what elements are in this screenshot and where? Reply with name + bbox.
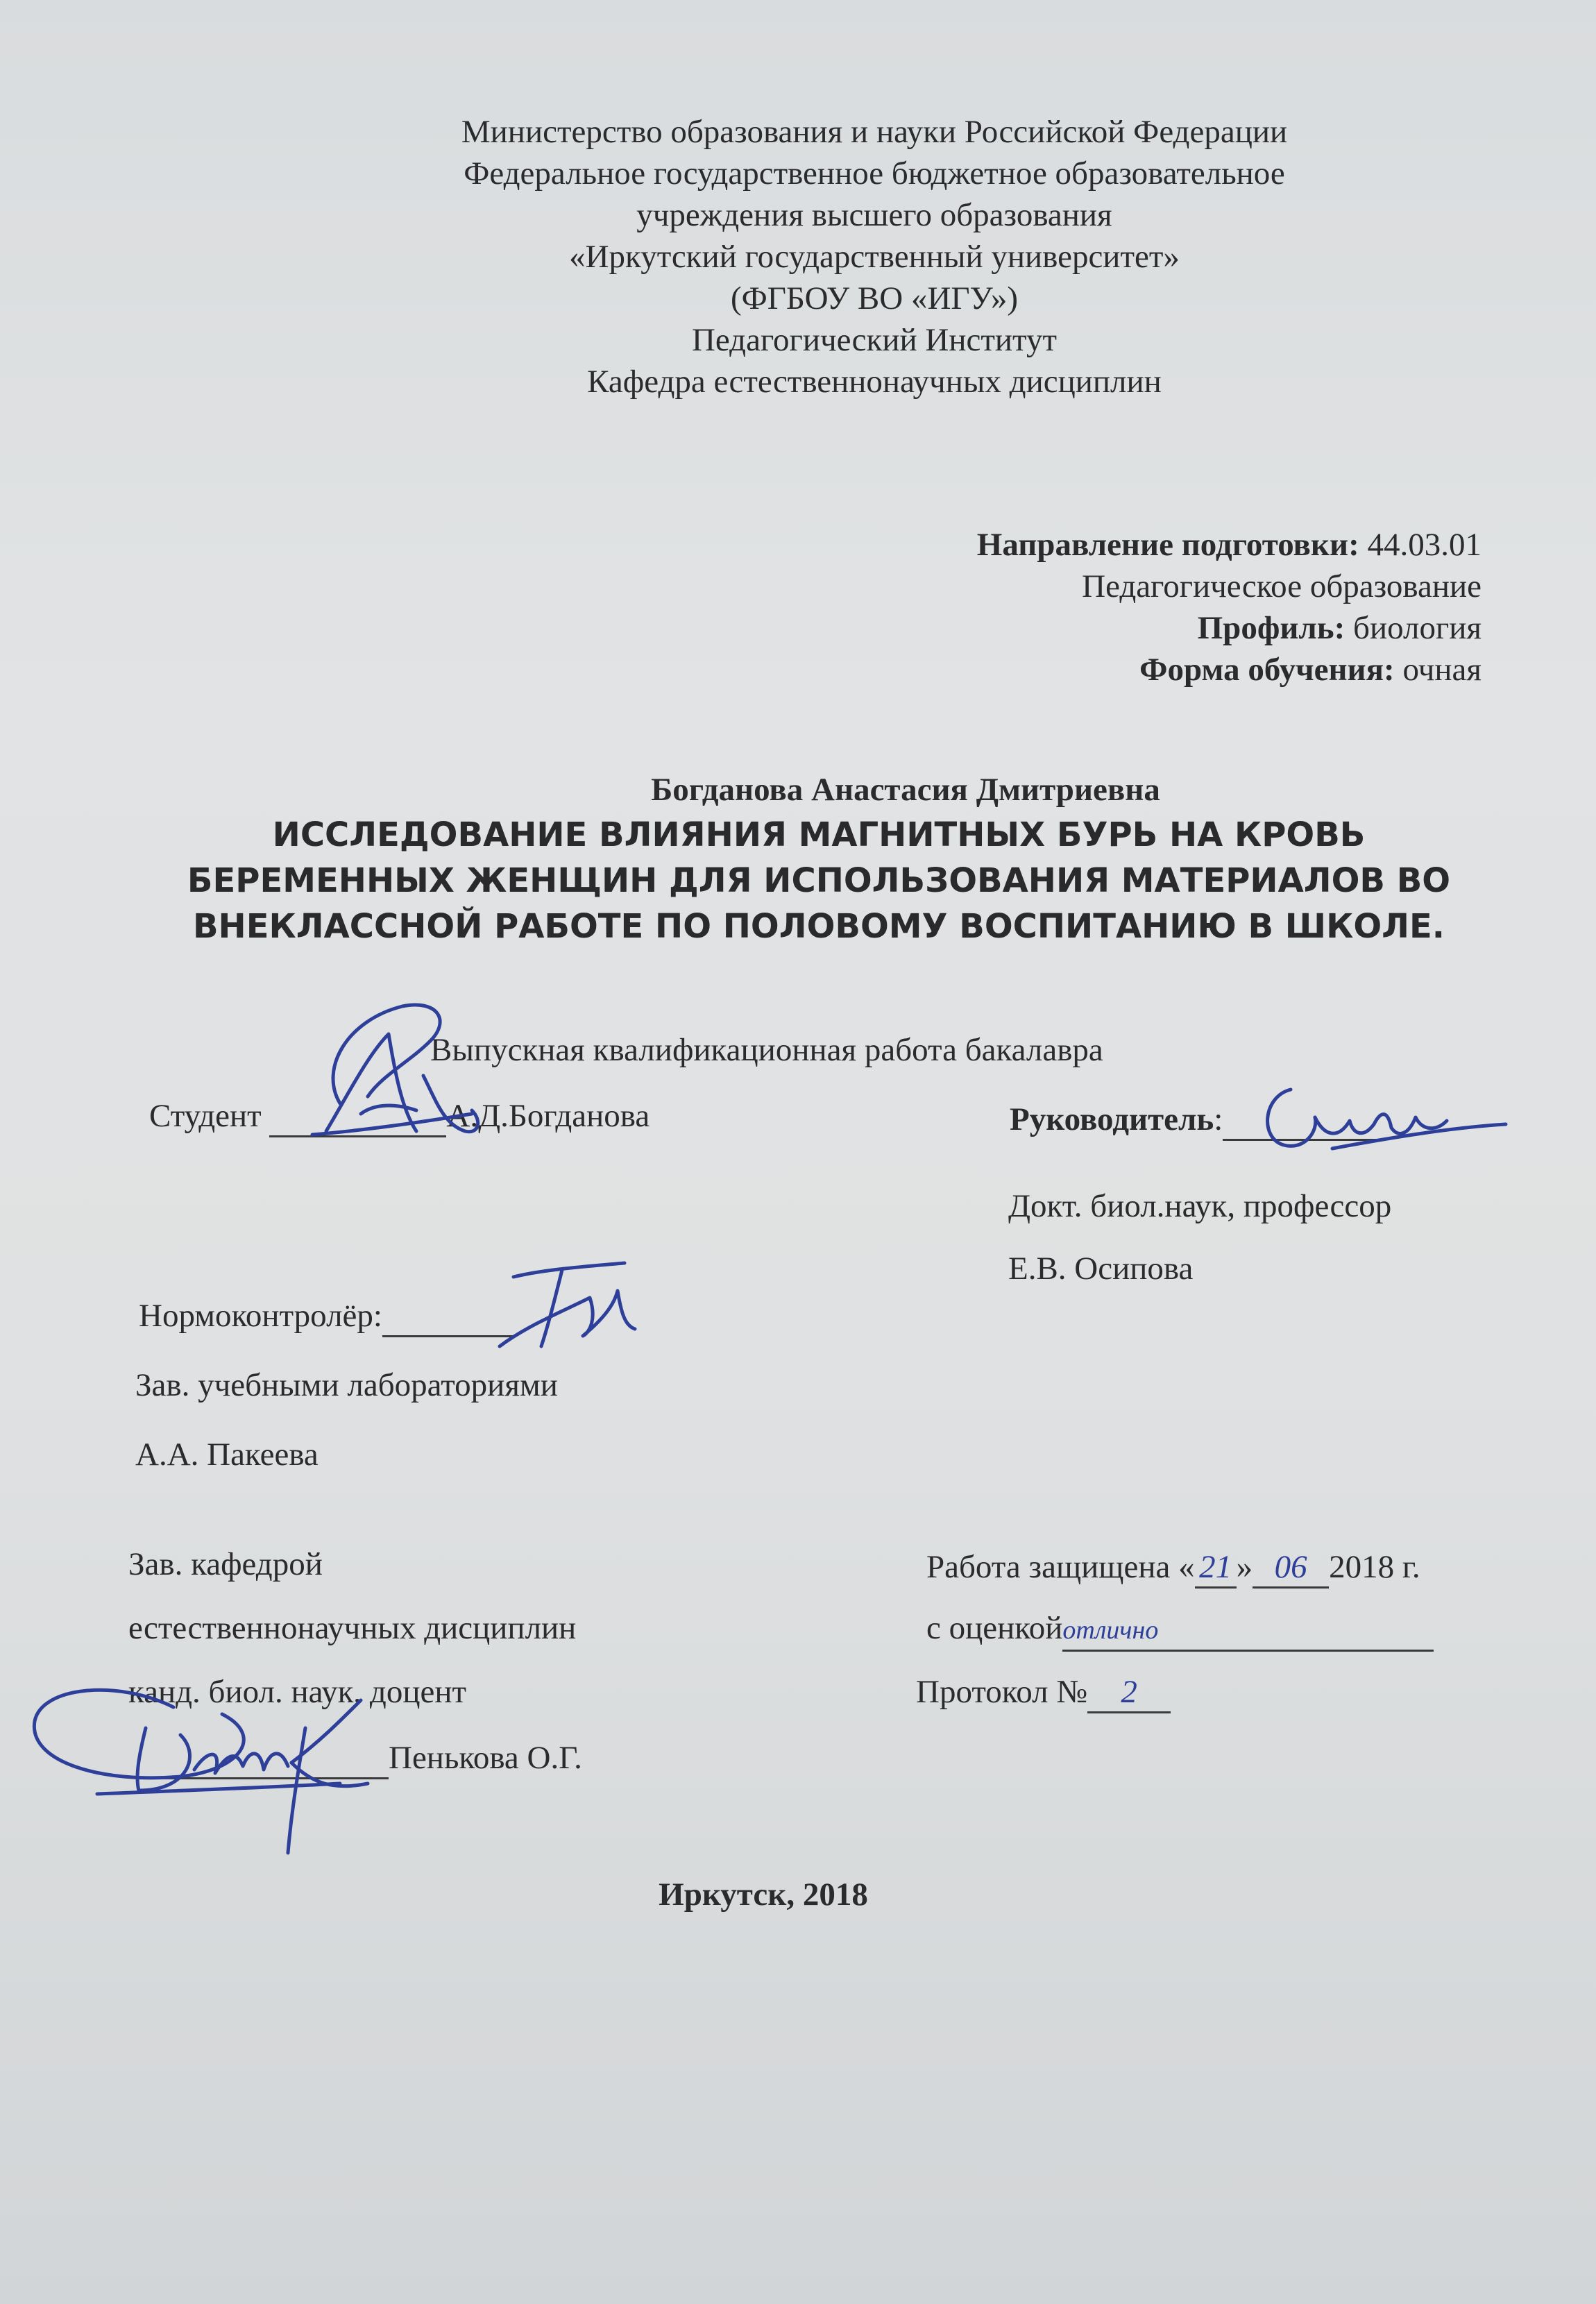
normocontrol-label: Нормоконтролёр: bbox=[139, 1298, 382, 1334]
profile-value: биология bbox=[1353, 610, 1482, 646]
form-row bbox=[763, 649, 1482, 691]
title-line-3: ВНЕКЛАССНОЙ РАБОТЕ ПО ПОЛОВОМУ ВОСПИТАНИЮ В ШКОЛЕ. bbox=[192, 907, 1445, 946]
defense-prefix: Работа защищена « bbox=[926, 1549, 1195, 1585]
city-year: Иркутск, 2018 bbox=[659, 1877, 868, 1913]
form-value: очная bbox=[1402, 652, 1482, 688]
supervisor-signature bbox=[1249, 1069, 1513, 1166]
profile-row bbox=[763, 607, 1482, 649]
student-name: А.Д.Богданова bbox=[446, 1098, 650, 1134]
institution-line: Федеральное государственное бюджетное образовательное bbox=[464, 155, 1285, 192]
direction-name: Педагогическое образование bbox=[1082, 568, 1482, 604]
normocontrol-signature bbox=[486, 1249, 645, 1353]
program-block bbox=[763, 524, 1482, 691]
work-type: Выпускная квалификационная работа бакалавра bbox=[430, 1032, 1103, 1068]
title-line-2: БЕРЕМЕННЫХ ЖЕНЩИН ДЛЯ ИСПОЛЬЗОВАНИЯ МАТЕРИАЛОВ ВО bbox=[187, 861, 1451, 900]
ministry-line: Министерство образования и науки Российской Федерации bbox=[461, 114, 1288, 150]
author-name: Богданова Анастасия Дмитриевна bbox=[651, 772, 1160, 808]
supervisor-name: Е.В. Осипова bbox=[1008, 1251, 1194, 1287]
supervisor-label: Руководитель bbox=[1010, 1101, 1214, 1137]
protocol-number: 2 bbox=[1087, 1672, 1171, 1713]
head-name: Пенькова О.Г. bbox=[389, 1740, 582, 1776]
normocontrol-name: А.А. Пакеева bbox=[135, 1437, 319, 1473]
title-line-1: ИССЛЕДОВАНИЕ ВЛИЯНИЯ МАГНИТНЫХ БУРЬ НА КРОВЬ bbox=[272, 815, 1366, 854]
thesis-title bbox=[139, 812, 1499, 949]
university-abbr: (ФГБОУ ВО «ИГУ») bbox=[730, 280, 1019, 316]
protocol-label: Протокол № bbox=[916, 1674, 1088, 1710]
student-label: Студент bbox=[149, 1098, 262, 1134]
direction-row bbox=[763, 524, 1482, 566]
protocol-row bbox=[916, 1672, 1171, 1713]
defense-day: 21 bbox=[1195, 1548, 1237, 1589]
direction-label: Направление подготовки: bbox=[976, 527, 1359, 563]
form-label: Форма обучения: bbox=[1139, 652, 1395, 688]
defense-month: 06 bbox=[1253, 1548, 1329, 1589]
supervisor-colon: : bbox=[1214, 1101, 1223, 1137]
institution-line-2: учреждения высшего образования bbox=[636, 197, 1112, 233]
university-name: «Иркутский государственный университет» bbox=[569, 239, 1180, 275]
grade-row bbox=[926, 1609, 1434, 1652]
direction-code: 44.03.01 bbox=[1367, 527, 1482, 563]
department-name: Кафедра естественнонаучных дисциплин bbox=[587, 364, 1162, 400]
normocontrol-row bbox=[139, 1296, 514, 1337]
head-line-2: естественнонаучных дисциплин bbox=[128, 1610, 577, 1646]
grade-value: отлично bbox=[1062, 1611, 1434, 1652]
head-line-3: канд. биол. наук, доцент bbox=[128, 1674, 467, 1710]
defense-year: 2018 г. bbox=[1329, 1549, 1420, 1585]
header-block bbox=[389, 111, 1360, 403]
grade-label: с оценкой bbox=[926, 1610, 1063, 1646]
normocontrol-position: Зав. учебными лабораториями bbox=[135, 1367, 558, 1403]
head-signature bbox=[14, 1645, 402, 1867]
student-signature bbox=[298, 992, 493, 1159]
supervisor-degree: Докт. биол.наук, профессор bbox=[1008, 1188, 1392, 1224]
institute-name: Педагогический Институт bbox=[691, 322, 1058, 358]
head-line-1: Зав. кафедрой bbox=[128, 1546, 323, 1582]
profile-label: Профиль: bbox=[1197, 610, 1345, 646]
defense-mid: » bbox=[1236, 1549, 1253, 1585]
defense-row bbox=[926, 1548, 1420, 1589]
